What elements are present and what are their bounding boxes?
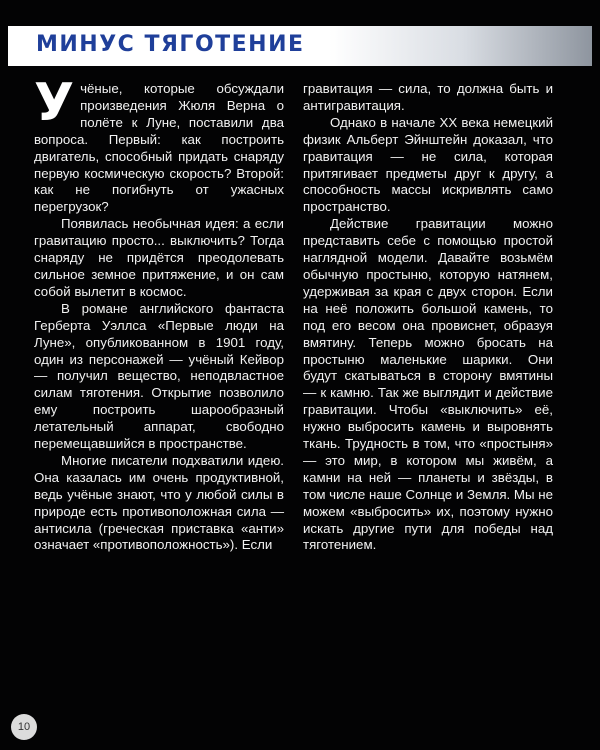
paragraph-continuation: гравитация — сила, то должна быть и антигравитация. bbox=[303, 81, 553, 113]
paragraph-einstein: Однако в начале XX века немецкий физик Альберт Эйнштейн доказал, что гравитация — не сила, которая притягивает предметы друг к другу, а способность массы искривлять само пространство. bbox=[303, 114, 553, 215]
page-number: 10 bbox=[11, 714, 37, 740]
page-title: МИНУС ТЯГОТЕНИЕ bbox=[36, 32, 305, 57]
right-column bbox=[303, 81, 553, 554]
left-column bbox=[34, 73, 284, 554]
paragraph-writers: Многие писатели подхватили идею. Она казалась им очень продуктивной, ведь учёные знают, что у любой силы в природе есть противоположная сила — антисила (греческая приставка «анти» означает «противоположность»). Если bbox=[34, 452, 284, 553]
title-banner bbox=[8, 26, 592, 66]
drop-cap: У bbox=[34, 73, 75, 133]
intro-paragraph bbox=[34, 73, 284, 216]
intro-text: чёные, которые обсуждали произведения Жюля Верна о полёте к Луне, поставили два вопроса. Первый: как построить двигатель, способный придать снаряду первую космическую скорость? Второй: как не погибнуть от ужасных перегрузок? bbox=[34, 81, 284, 215]
paragraph-idea: Появилась необычная идея: а если гравитацию просто... выключить? Тогда снаряду не придётся преодолевать сильное земное притяжение, и он сам собой вылетит в космос. bbox=[34, 216, 284, 299]
paragraph-model: Действие гравитации можно представить себе с помощью простой наглядной модели. Давайте возьмём обычную простыню, которую натянем, удерживая за края с двух сторон. Если на неё положить большой камень, то под его весом она провиснет, образуя вмятину. Теперь можно бросать на простыню маленькие шарики. Они будут скатываться в сторону вмятины — к камню. Так же выглядит и действие гравитации. Чтобы «выключить» её, нужно выбросить камень и выровнять ткань. Трудность в том, что «простыня» — это мир, в котором мы живём, а камни на ней — планеты и звёзды, в том числе наше Солнце и Земля. Мы не можем «выбросить» их, поэтому нужно искать другие пути для победы над тяготением. bbox=[303, 216, 553, 553]
paragraph-wells: В романе английского фантаста Герберта Уэллса «Первые люди на Луне», опубликованном в 1901 году, один из персонажей — учёный Кейвор — получил вещество, неподвластное силам тяготения. Открытие позволило ему построить шарообразный летательный аппарат, свободно перемещавшийся в пространстве. bbox=[34, 300, 284, 452]
